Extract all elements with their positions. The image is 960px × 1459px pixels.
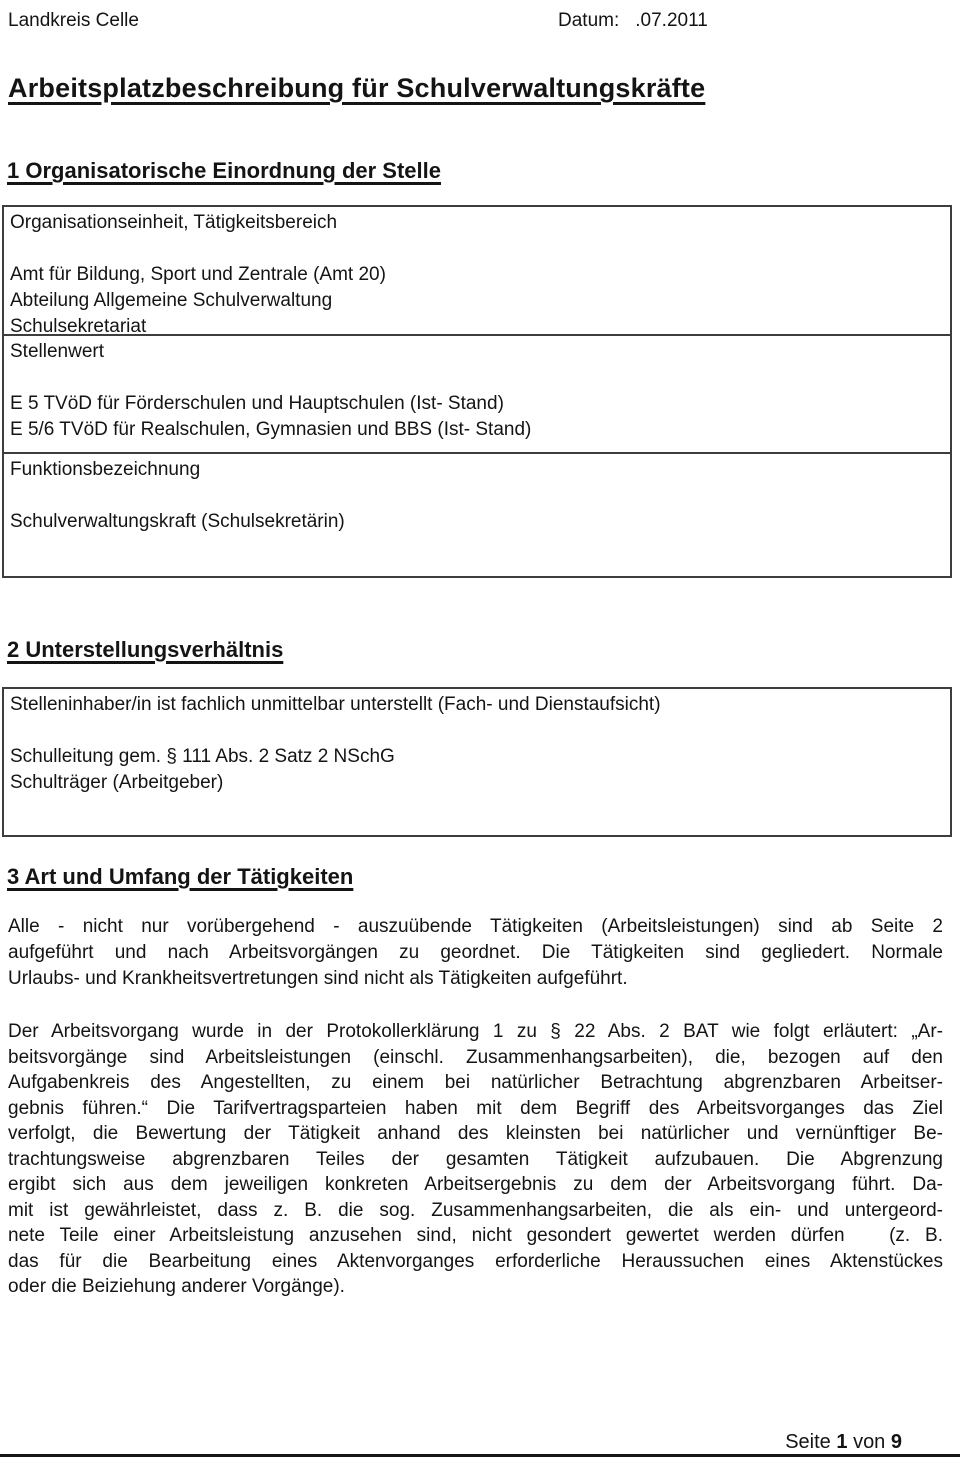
row-values: E 5 TVöD für Förderschulen und Hauptschulen (Ist- Stand) E 5/6 TVöD für Realschulen, Gymnasien und BBS (Ist- Stand)	[10, 393, 532, 440]
section-3-heading: 3 Art und Umfang der Tätigkeiten	[7, 864, 354, 889]
row-label: Stellenwert	[10, 341, 104, 362]
section-3-paragraph-2: Der Arbeitsvorgang wurde in der Protokollerklärung 1 zu § 22 Abs. 2 BAT wie folgt erläutert: „Ar- beitsvorgänge sind Arbeitsleistungen (einschl. Zusammenhangsarbeiten), die, bezogen auf den Aufgabenkreis des Angestellten, zu einem bei natürlicher Betrachtung abgrenzbaren Arbeitser- gebnis führen.“ Die Tarifvertragsparteien haben mit dem Begriff des Arbeitsvorganges das Ziel verfolgt, die Bewertung der Tätigkeit anhand des kleinsten bei natürlicher und vernünftiger Be- trachtungsweise abgrenzbaren Teiles der gesamten Tätigkeit aufzubauen. Die Abgrenzung ergibt sich aus dem jeweiligen konkreten Arbeitsergebnis zu dem der Arbeitsvorgang führt. Da- mit ist gewährleistet, dass z. B. die sog. Zusammenhangsarbeiten, die als ein- und untergeord- nete Teile einer Arbeitsleistung anzusehen sind, nicht gesondert gewertet werden dürfen (z. B. das für die Bearbeitung eines Aktenvorganges erforderliche Heraussuchen eines Aktenstückes oder die Beiziehung anderer Vorgänge).	[8, 1021, 943, 1297]
section-2-heading: 2 Unterstellungsverhältnis	[7, 637, 284, 662]
section-2-box	[2, 687, 952, 837]
row-values: Schulverwaltungskraft (Schulsekretärin)	[10, 511, 345, 532]
row-values: Amt für Bildung, Sport und Zentrale (Amt 20) Abteilung Allgemeine Schulverwaltung Schulsekretariat	[10, 264, 386, 334]
page-total: 9	[890, 1431, 902, 1453]
page-number	[785, 1429, 902, 1455]
header-date	[558, 8, 708, 34]
page-label: Seite	[785, 1431, 831, 1453]
page-current: 1	[836, 1431, 848, 1453]
page-bottom-rule	[0, 1454, 960, 1457]
date-value: .07.2011	[635, 10, 708, 31]
date-label: Datum:	[558, 10, 620, 31]
table-row-funktionsbezeichnung	[4, 452, 950, 576]
section-3-paragraph-1: Alle - nicht nur vorübergehend - auszuübende Tätigkeiten (Arbeitsleistungen) sind ab Seite 2 aufgeführt und nach Arbeitsvorgängen zu geordnet. Die Tätigkeiten sind gegliedert. Normale Urlaubs- und Krankheitsvertretungen sind nicht als Tätigkeiten aufgeführt.	[8, 916, 943, 989]
page-title: Arbeitsplatzbeschreibung für Schulverwaltungskräfte	[8, 73, 706, 103]
section-1-table	[2, 205, 952, 578]
box-values: Schulleitung gem. § 111 Abs. 2 Satz 2 NSchG Schulträger (Arbeitgeber)	[10, 746, 395, 793]
table-row-organisationseinheit	[4, 207, 950, 334]
section-1-heading: 1 Organisatorische Einordnung der Stelle	[7, 158, 441, 183]
table-row-stellenwert	[4, 334, 950, 452]
row-label: Funktionsbezeichnung	[10, 459, 201, 480]
box-label: Stelleninhaber/in ist fachlich unmittelbar unterstellt (Fach- und Dienstaufsicht)	[10, 694, 661, 715]
header-organization: Landkreis Celle	[8, 10, 139, 31]
page-of-label: von	[853, 1431, 886, 1453]
row-label: Organisationseinheit, Tätigkeitsbereich	[10, 212, 338, 233]
